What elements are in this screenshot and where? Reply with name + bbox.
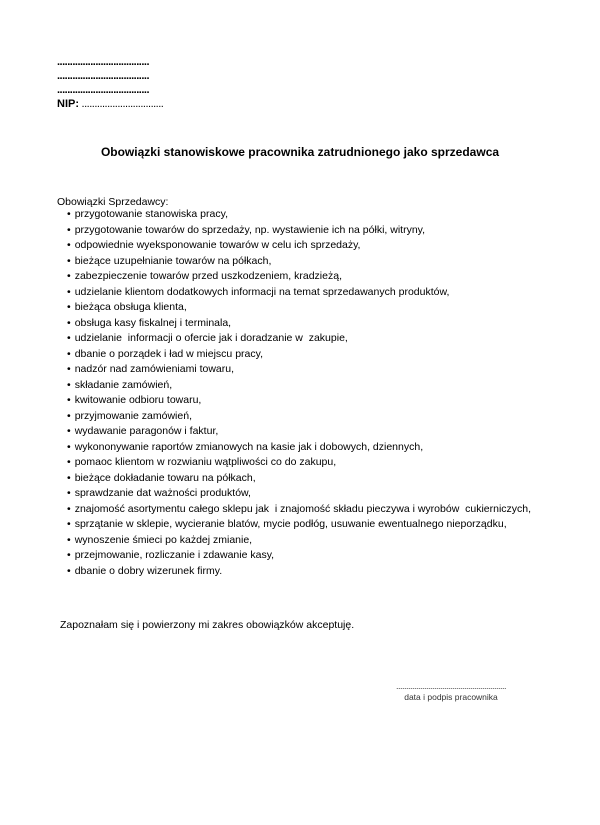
duty-item: • wydawanie paragonów i faktur, [67,424,560,440]
duties-heading: Obowiązki Sprzedawcy: [57,196,169,208]
duty-item: • nadzór nad zamówieniami towaru, [67,362,560,378]
duty-item: • bieżąca obsługa klienta, [67,300,560,316]
duty-item: • udzielanie klientom dodatkowych informacji na temat sprzedawanych produktów, [67,285,560,301]
duty-item: • sprawdzanie dat ważności produktów, [67,486,560,502]
duty-item: • dbanie o porządek i ład w miejscu pracy, [67,347,560,363]
nip-fill-in: ................................ [79,98,164,110]
header-fill-in-block [57,55,163,111]
nip-label: NIP: [57,98,79,110]
duty-item: • zabezpieczenie towarów przed uszkodzeniem, kradzieżą, [67,269,560,285]
duty-item: • dbanie o dobry wizerunek firmy. [67,564,560,580]
signature-caption: data i podpis pracownika [404,692,498,702]
duty-item: • przygotowanie towarów do sprzedaży, np. wystawienie ich na półki, witryny, [67,223,560,239]
duty-item: • bieżące dokładanie towaru na półkach, [67,471,560,487]
duty-item: • przygotowanie stanowiska pracy, [67,207,560,223]
duty-item: • przejmowanie, rozliczanie i zdawanie kasy, [67,548,560,564]
signature-fill-in-line: ....................................................... [395,681,507,691]
document-title: Obowiązki stanowiskowe pracownika zatrudnionego jako sprzedawca [100,145,500,159]
nip-line [57,97,163,111]
fill-in-line-2: .................................... [57,70,150,82]
duty-item: • kwitowanie odbioru towaru, [67,393,560,409]
duty-item: • wynoszenie śmieci po każdej zmianie, [67,533,560,549]
duty-item: • odpowiednie wyeksponowanie towarów w celu ich sprzedaży, [67,238,560,254]
duties-list [67,207,560,579]
duty-item: • udzielanie informacji o ofercie jak i doradzanie w zakupie, [67,331,560,347]
duty-item: • przyjmowanie zamówień, [67,409,560,425]
duty-item: • składanie zamówień, [67,378,560,394]
acknowledgement-text: Zapoznałam się i powierzony mi zakres obowiązków akceptuję. [60,619,355,631]
duty-item: • sprzątanie w sklepie, wycieranie blatów, mycie podłóg, usuwanie ewentualnego nieporządku, [67,517,560,533]
duty-item: • obsługa kasy fiskalnej i terminala, [67,316,560,332]
duty-item: • bieżące uzupełnianie towarów na półkach, [67,254,560,270]
signature-block [380,681,522,702]
fill-in-line-1: .................................... [57,56,150,68]
fill-in-line-3: .................................... [57,84,150,96]
duty-item: • wykononywanie raportów zmianowych na kasie jak i dobowych, dziennych, [67,440,560,456]
duty-item: • pomaoc klientom w rozwianiu wątpliwości co do zakupu, [67,455,560,471]
duty-item: • znajomość asortymentu całego sklepu jak i znajomość składu pieczywa i wyrobów cukierniczych, [67,502,560,518]
